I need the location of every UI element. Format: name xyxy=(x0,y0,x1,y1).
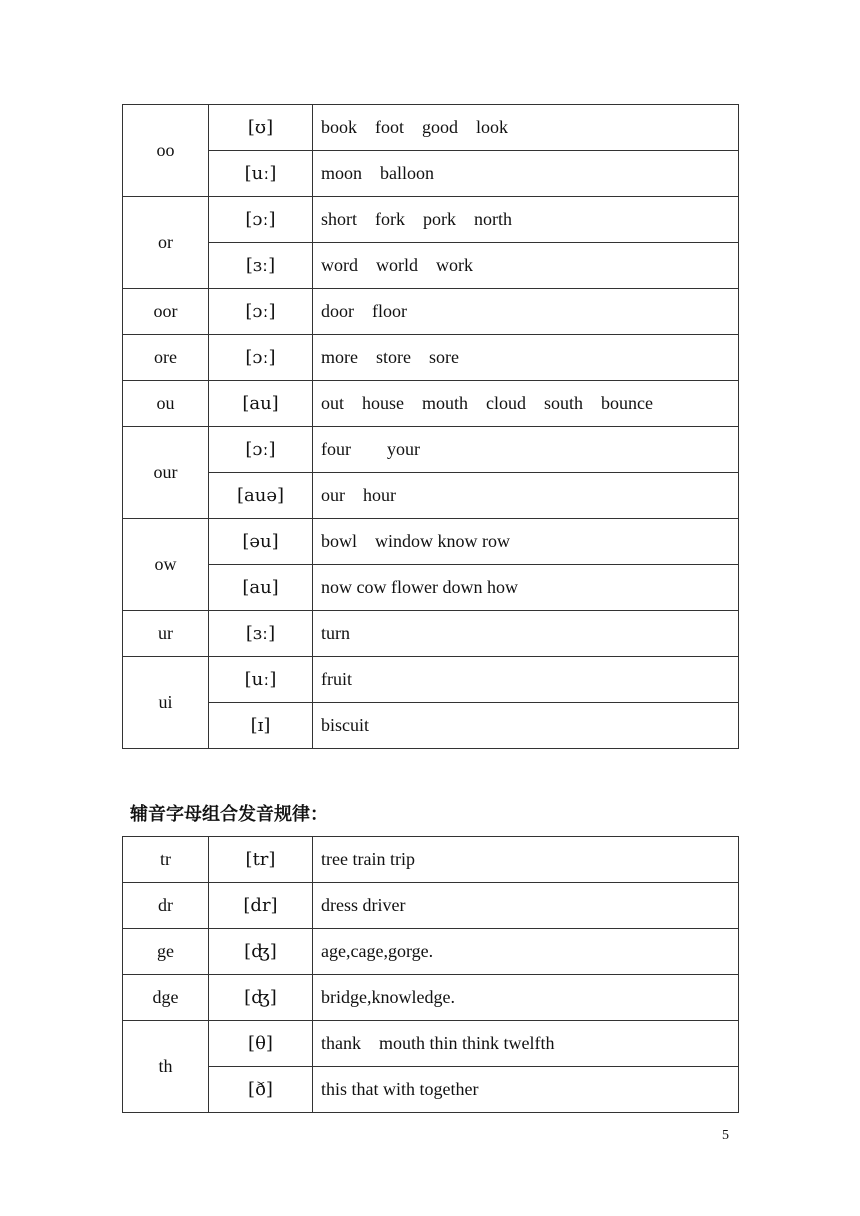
table-row xyxy=(123,427,739,473)
table-row xyxy=(123,519,739,565)
table-row xyxy=(123,243,739,289)
table-row xyxy=(123,1067,739,1113)
phonetic-symbol-cell: [au] xyxy=(209,565,313,611)
table-row xyxy=(123,883,739,929)
phonetic-symbol-cell: [auə] xyxy=(209,473,313,519)
table-row xyxy=(123,151,739,197)
letter-combination-cell: tr xyxy=(123,837,209,883)
table-row xyxy=(123,703,739,749)
letter-combination-cell: ui xyxy=(123,657,209,749)
table-row xyxy=(123,1021,739,1067)
letter-combination-cell: th xyxy=(123,1021,209,1113)
consonant-combination-table xyxy=(122,836,739,1113)
table-row xyxy=(123,197,739,243)
example-words-cell: dress driver xyxy=(313,883,739,929)
example-words-cell: bridge,knowledge. xyxy=(313,975,739,1021)
table-row xyxy=(123,565,739,611)
example-words-cell: out house mouth cloud south bounce xyxy=(313,381,739,427)
example-words-cell: moon balloon xyxy=(313,151,739,197)
letter-combination-cell: or xyxy=(123,197,209,289)
example-words-cell: short fork pork north xyxy=(313,197,739,243)
phonetic-symbol-cell: [ɔː] xyxy=(209,427,313,473)
phonetic-symbol-cell: [ʊ] xyxy=(209,105,313,151)
example-words-cell: biscuit xyxy=(313,703,739,749)
table-row xyxy=(123,335,739,381)
table-row xyxy=(123,929,739,975)
table-row xyxy=(123,289,739,335)
table-row xyxy=(123,611,739,657)
example-words-cell: door floor xyxy=(313,289,739,335)
table-row xyxy=(123,657,739,703)
table-row xyxy=(123,381,739,427)
letter-combination-cell: our xyxy=(123,427,209,519)
vowel-combination-table xyxy=(122,104,739,749)
letter-combination-cell: ou xyxy=(123,381,209,427)
phonetic-symbol-cell: [ð] xyxy=(209,1067,313,1113)
phonetic-symbol-cell: [dr] xyxy=(209,883,313,929)
table-row xyxy=(123,105,739,151)
letter-combination-cell: ore xyxy=(123,335,209,381)
phonetic-symbol-cell: [ɪ] xyxy=(209,703,313,749)
example-words-cell: word world work xyxy=(313,243,739,289)
table-row xyxy=(123,473,739,519)
example-words-cell: more store sore xyxy=(313,335,739,381)
example-words-cell: turn xyxy=(313,611,739,657)
phonetic-symbol-cell: [ʤ] xyxy=(209,975,313,1021)
letter-combination-cell: ge xyxy=(123,929,209,975)
table-row xyxy=(123,975,739,1021)
table-row xyxy=(123,837,739,883)
phonetic-symbol-cell: [uː] xyxy=(209,657,313,703)
example-words-cell: bowl window know row xyxy=(313,519,739,565)
phonetic-symbol-cell: [uː] xyxy=(209,151,313,197)
letter-combination-cell: dr xyxy=(123,883,209,929)
letter-combination-cell: ow xyxy=(123,519,209,611)
letter-combination-cell: ur xyxy=(123,611,209,657)
phonetic-symbol-cell: [əu] xyxy=(209,519,313,565)
example-words-cell: thank mouth thin think twelfth xyxy=(313,1021,739,1067)
consonant-section-heading: 辅音字母组合发音规律： xyxy=(130,804,328,825)
phonetic-symbol-cell: [ɜː] xyxy=(209,243,313,289)
phonetic-symbol-cell: [ɔː] xyxy=(209,335,313,381)
phonetic-symbol-cell: [ɜː] xyxy=(209,611,313,657)
letter-combination-cell: oo xyxy=(123,105,209,197)
example-words-cell: our hour xyxy=(313,473,739,519)
example-words-cell: now cow flower down how xyxy=(313,565,739,611)
phonetic-symbol-cell: [ɔː] xyxy=(209,289,313,335)
example-words-cell: tree train trip xyxy=(313,837,739,883)
letter-combination-cell: dge xyxy=(123,975,209,1021)
example-words-cell: this that with together xyxy=(313,1067,739,1113)
phonetic-symbol-cell: [ʤ] xyxy=(209,929,313,975)
phonetic-symbol-cell: [au] xyxy=(209,381,313,427)
phonetic-symbol-cell: [tr] xyxy=(209,837,313,883)
example-words-cell: fruit xyxy=(313,657,739,703)
phonetic-symbol-cell: [θ] xyxy=(209,1021,313,1067)
example-words-cell: book foot good look xyxy=(313,105,739,151)
page-number: 5 xyxy=(722,1128,729,1143)
letter-combination-cell: oor xyxy=(123,289,209,335)
example-words-cell: four your xyxy=(313,427,739,473)
example-words-cell: age,cage,gorge. xyxy=(313,929,739,975)
phonetic-symbol-cell: [ɔː] xyxy=(209,197,313,243)
